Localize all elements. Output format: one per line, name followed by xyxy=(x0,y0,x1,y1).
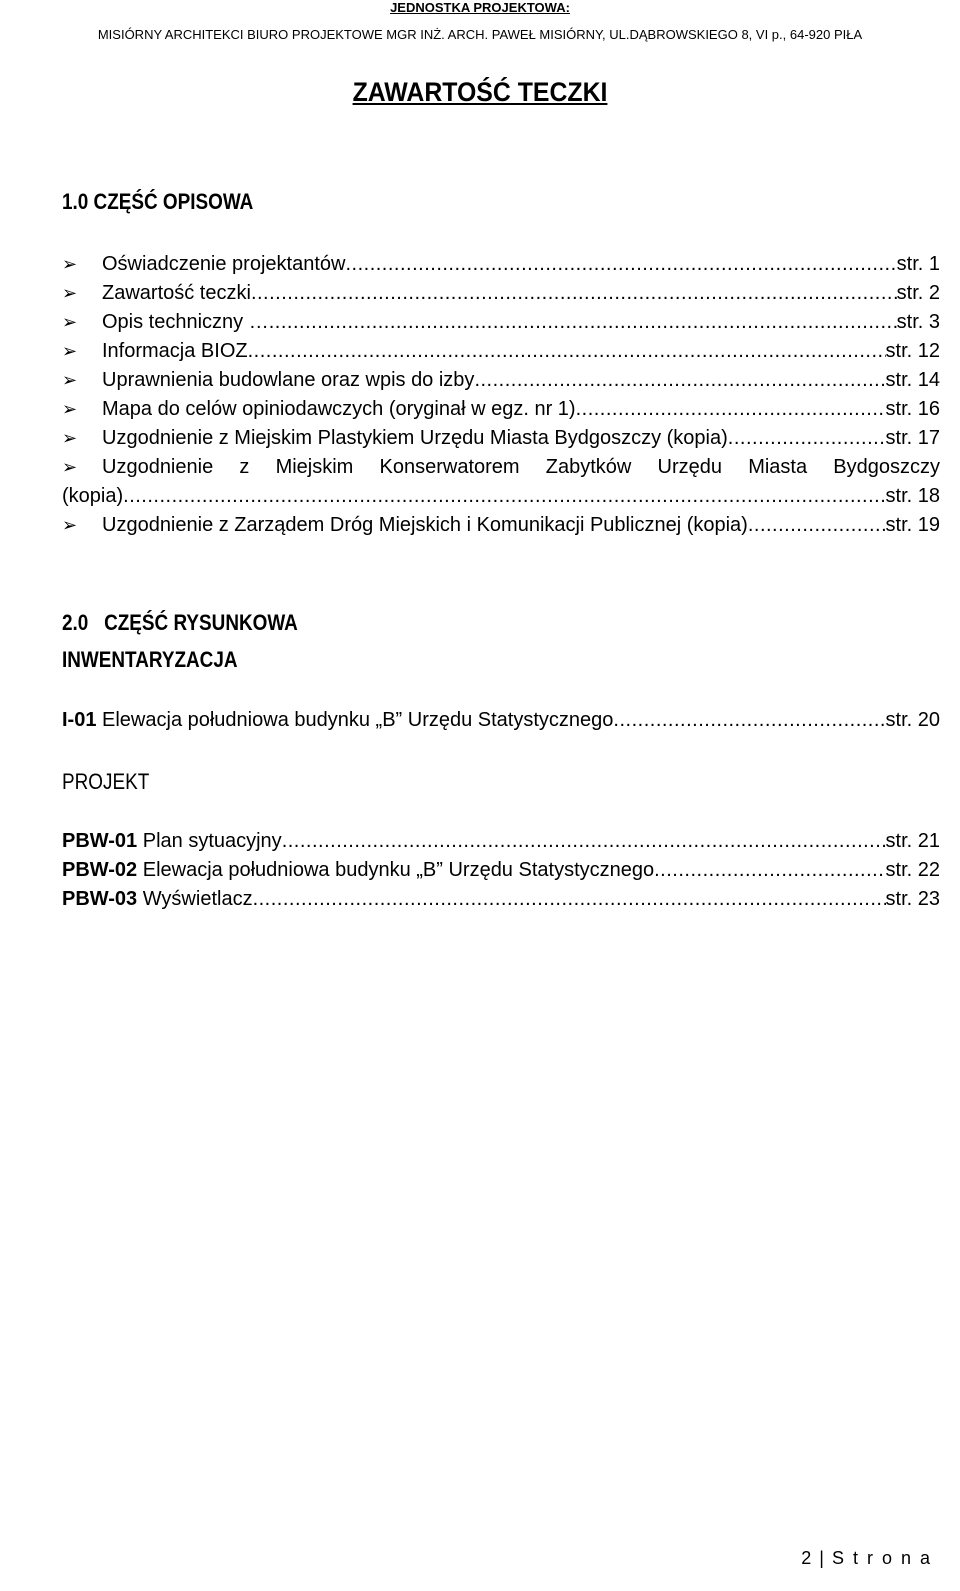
subsection-heading-project: PROJEKT xyxy=(62,769,150,794)
section-heading-descriptive: 1.0 CZĘŚĆ OPISOWA xyxy=(62,189,254,214)
drawing-entry xyxy=(62,886,940,912)
arrow-bullet-icon: ➢ xyxy=(62,428,78,448)
drawing-page: str. 23 xyxy=(885,888,940,910)
toc-leader-dots xyxy=(123,483,885,509)
footer-divider: | xyxy=(819,1548,826,1568)
toc-entry-text: Mapa do celów opiniodawczych (oryginał w egz. nr 1) xyxy=(102,398,576,420)
arrow-bullet-icon: ➢ xyxy=(62,312,78,332)
arrow-bullet-icon: ➢ xyxy=(62,399,78,419)
toc-leader-dots xyxy=(345,251,896,277)
drawing-page: str. 22 xyxy=(885,859,940,881)
toc-entry-text: Oświadczenie projektantów xyxy=(102,253,346,275)
toc-entry xyxy=(62,454,940,480)
toc-entry xyxy=(62,309,940,335)
toc-leader-dots xyxy=(728,425,886,451)
drawing-code: I-01 xyxy=(62,709,97,731)
toc-entry-page: str. 12 xyxy=(885,340,940,362)
toc-entry-page: str. 14 xyxy=(885,369,940,391)
toc-leader-dots xyxy=(248,338,886,364)
subsection-heading-inventory: INWENTARYZACJA xyxy=(62,647,238,672)
drawing-code: PBW-03 xyxy=(62,888,138,910)
drawing-title: Elewacja południowa budynku „B” Urzędu Statystycznego xyxy=(96,709,614,731)
arrow-bullet-icon: ➢ xyxy=(62,254,78,274)
toc-entry xyxy=(62,425,940,451)
drawing-page: str. 20 xyxy=(885,709,940,731)
toc-entry-text: Uzgodnienie z Miejskim Plastykiem Urzędu Miasta Bydgoszczy (kopia) xyxy=(102,427,728,449)
toc-entry-page: str. 3 xyxy=(896,311,940,333)
toc-entry xyxy=(62,396,940,422)
page-footer xyxy=(801,1548,932,1569)
drawing-title: Plan sytuacyjny xyxy=(137,830,282,852)
drawing-title: Wyświetlacz xyxy=(137,888,253,910)
drawing-entry xyxy=(62,857,940,883)
toc-leader-dots xyxy=(474,367,885,393)
toc-leader-dots xyxy=(282,828,886,854)
toc-leader-dots xyxy=(576,396,886,422)
toc-entry-text-line2: (kopia) xyxy=(62,485,124,507)
arrow-bullet-icon: ➢ xyxy=(62,341,78,361)
toc-entry-text-line1: Uzgodnienie z Miejskim Konserwatorem Zabytków Urzędu Miasta Bydgoszczy xyxy=(102,456,940,478)
page-number: 2 xyxy=(801,1548,814,1568)
drawing-title: Elewacja południowa budynku „B” Urzędu Statystycznego xyxy=(137,859,655,881)
drawing-code: PBW-01 xyxy=(62,830,138,852)
toc-leader-dots xyxy=(269,309,897,335)
toc-entry-page: str. 17 xyxy=(885,427,940,449)
arrow-bullet-icon: ➢ xyxy=(62,515,78,535)
toc-leader-dots xyxy=(654,857,885,883)
section-heading-drawings: 2.0 CZĘŚĆ RYSUNKOWA xyxy=(62,610,298,635)
arrow-bullet-icon: ➢ xyxy=(62,370,78,390)
arrow-bullet-icon: ➢ xyxy=(62,283,78,303)
drawing-page: str. 21 xyxy=(885,830,940,852)
header-unit-label: JEDNOSTKA PROJEKTOWA: xyxy=(390,0,570,15)
document-title: ZAWARTOŚĆ TECZKI xyxy=(352,77,608,107)
toc-entry-text: Uzgodnienie z Zarządem Dróg Miejskich i Komunikacji Publicznej (kopia) xyxy=(102,514,748,536)
arrow-bullet-icon: ➢ xyxy=(62,457,78,477)
toc-entry-continuation xyxy=(62,483,940,509)
toc-entry-page: str. 2 xyxy=(896,282,940,304)
toc-entry-text: Opis techniczny … xyxy=(102,311,269,333)
toc-entry-page: str. 19 xyxy=(885,514,940,536)
toc-entry-text xyxy=(102,454,940,480)
toc-entry xyxy=(62,251,940,277)
toc-entry-page: str. 16 xyxy=(885,398,940,420)
toc-entry-page: str. 18 xyxy=(885,485,940,507)
toc-entry xyxy=(62,338,940,364)
header-company-line: MISIÓRNY ARCHITEKCI BIURO PROJEKTOWE MGR INŻ. ARCH. PAWEŁ MISIÓRNY, UL.DĄBROWSKIEGO 8, VI p., 64-920 PIŁA xyxy=(97,27,863,42)
drawing-entry xyxy=(62,707,940,733)
toc-entry xyxy=(62,512,940,538)
toc-leader-dots xyxy=(748,512,886,538)
toc-entry-text: Zawartość teczki xyxy=(102,282,251,304)
page-label: S t r o n a xyxy=(831,1548,932,1568)
toc-entry-text: Informacja BIOZ xyxy=(102,340,248,362)
toc-leader-dots xyxy=(613,707,885,733)
toc-leader-dots xyxy=(253,886,886,912)
toc-leader-dots xyxy=(251,280,897,306)
toc-entry-page: str. 1 xyxy=(896,253,940,275)
toc-entry xyxy=(62,367,940,393)
toc-entry xyxy=(62,280,940,306)
toc-entry-text: Uprawnienia budowlane oraz wpis do izby xyxy=(102,369,475,391)
drawing-entry xyxy=(62,828,940,854)
drawing-code: PBW-02 xyxy=(62,859,138,881)
